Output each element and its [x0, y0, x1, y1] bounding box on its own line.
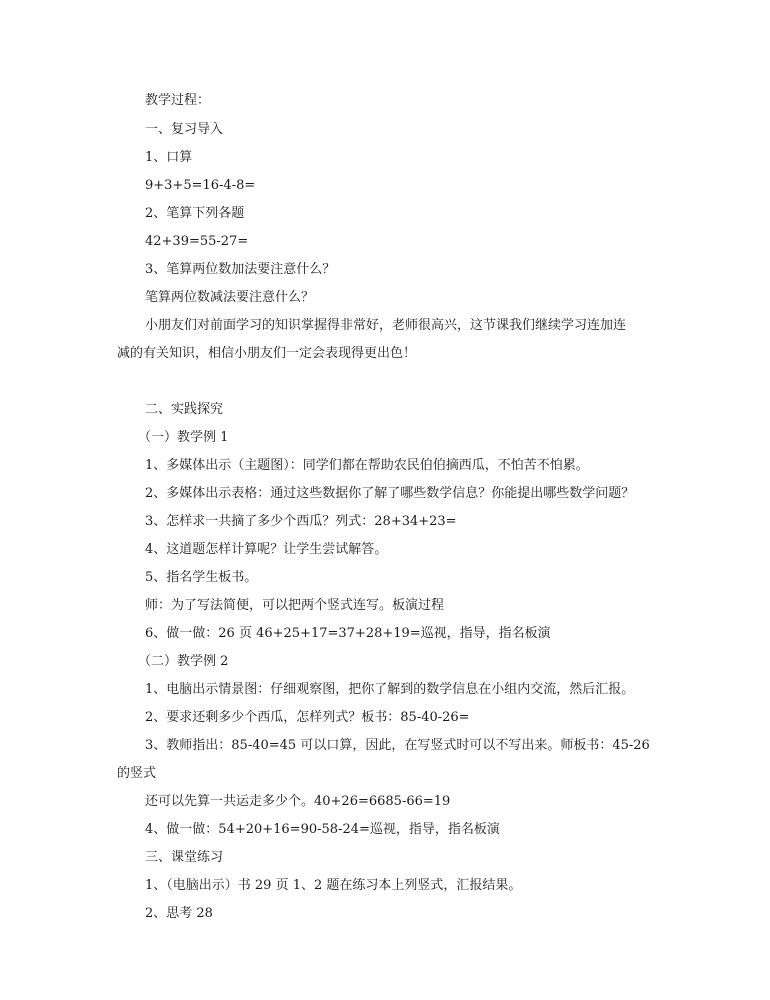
list-item: 4、做一做：54+20+16=90-58-24=巡视，指导，指名板演 [145, 822, 500, 837]
section-heading-practice: 二、实践探究 [145, 402, 224, 417]
subsection-example-1: （一）教学例 1 [138, 430, 229, 445]
paragraph-line: 小朋友们对前面学习的知识掌握得非常好，老师很高兴，这节课我们继续学习连加连 [145, 318, 627, 333]
list-item: 3、怎样求一共摘了多少个西瓜？列式：28+34+23= [145, 514, 457, 529]
item-written-calc: 2、笔算下列各题 [145, 206, 245, 221]
list-item: 1、多媒体出示（主题图）：同学们都在帮助农民伯伯摘西瓜，不怕苦不怕累。 [145, 458, 589, 473]
equation-line: 9+3+5=16-4-8= [145, 178, 256, 193]
list-item: 5、指名学生板书。 [145, 570, 258, 585]
list-item: 1、电脑出示情景图：仔细观察图，把你了解到的数学信息在小组内交流，然后汇报。 [145, 682, 635, 697]
equation-line: 42+39=55-27= [145, 234, 249, 249]
item-oral-calc: 1、口算 [145, 150, 193, 165]
list-item: 6、做一做：26 页 46+25+17=37+28+19=巡视，指导，指名板演 [145, 626, 551, 641]
list-item: 2、要求还剩多少个西瓜，怎样列式？板书：85-40-26= [145, 710, 470, 725]
section-heading-exercise: 三、课堂练习 [145, 850, 224, 865]
subtraction-notes: 笔算两位数减法要注意什么？ [145, 290, 315, 305]
subsection-example-2: （二）教学例 2 [138, 654, 229, 669]
teacher-note: 师：为了写法简便，可以把两个竖式连写。板演过程 [145, 598, 445, 613]
list-item: 3、教师指出：85-40=45 可以口算，因此，在写竖式时可以不写出来。师板书：45-26 [145, 738, 650, 753]
item-addition-notes: 3、笔算两位数加法要注意什么？ [145, 262, 336, 277]
list-item: 2、思考 28 [145, 906, 213, 921]
list-item: 1、（电脑出示）书 29 页 1、2 题在练习本上列竖式，汇报结果。 [145, 878, 522, 893]
paragraph-line: 还可以先算一共运走多少个。40+26=6685-66=19 [145, 794, 451, 809]
list-item: 4、这道题怎样计算呢？让学生尝试解答。 [145, 542, 388, 557]
paragraph-line: 减的有关知识，相信小朋友们一定会表现得更出色！ [117, 346, 417, 361]
list-item-continuation: 的竖式 [117, 766, 157, 781]
section-heading-review: 一、复习导入 [145, 122, 224, 137]
section-heading-process: 教学过程： [145, 93, 211, 108]
list-item: 2、多媒体出示表格：通过这些数据你了解了哪些数学信息？你能提出哪些数学问题？ [145, 486, 635, 501]
